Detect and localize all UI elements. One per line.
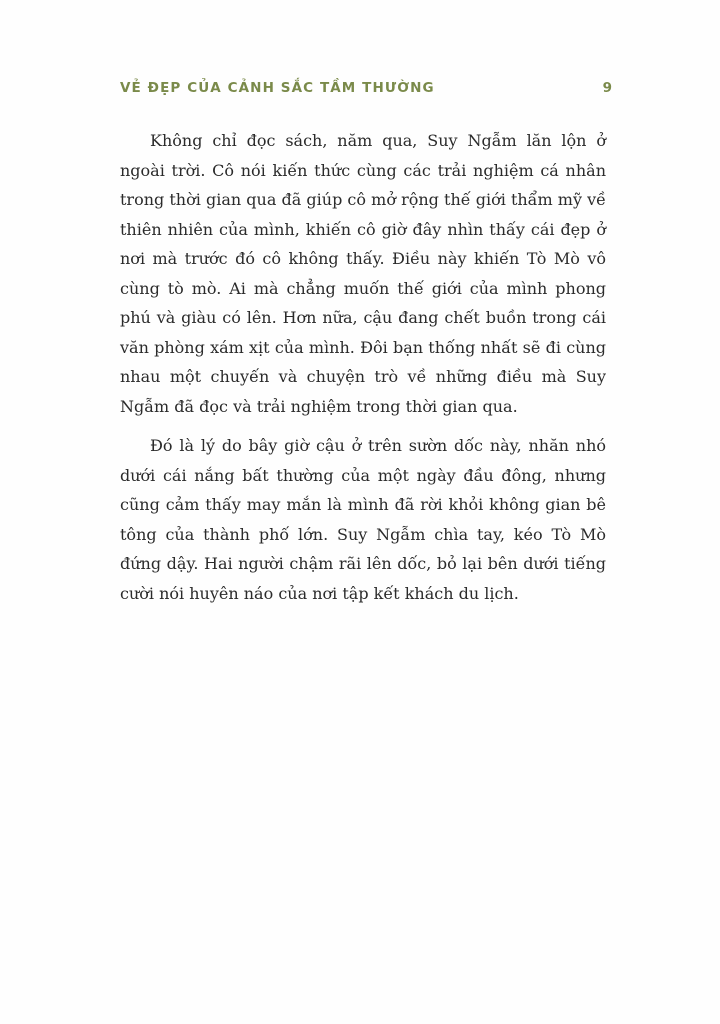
running-header — [120, 80, 612, 100]
paragraph-2: Đó là lý do bây giờ cậu ở trên sườn dốc này, nhăn nhó dưới cái nắng bất thường của một ngày đầu đông, nhưng cũng cảm thấy may mắn là mình đã rời khỏi không gian bê tông của thành phố lớn. Suy Ngẫm chìa tay, kéo Tò Mò đứng dậy. Hai người chậm rãi lên dốc, bỏ lại bên dưới tiếng cười nói huyên náo của nơi tập kết khách du lịch. — [120, 436, 606, 603]
body-text — [120, 126, 606, 618]
page-number: 9 — [602, 80, 612, 96]
running-title: VẺ ĐẸP CỦA CẢNH SẮC TẦM THƯỜNG — [120, 80, 435, 96]
paragraph-1: Không chỉ đọc sách, năm qua, Suy Ngẫm lăn lộn ở ngoài trời. Cô nói kiến thức cùng các trải nghiệm cá nhân trong thời gian qua đã giúp cô mở rộng thế giới thẩm mỹ về thiên nhiên của mình, khiến cô giờ đây nhìn thấy cái đẹp ở nơi mà trước đó cô không thấy. Điều này khiến Tò Mò vô cùng tò mò. Ai mà chẳng muốn thế giới của mình phong phú và giàu có lên. Hơn nữa, cậu đang chết buồn trong cái văn phòng xám xịt của mình. Đôi bạn thống nhất sẽ đi cùng nhau một chuyến và chuyện trò về những điều mà Suy Ngẫm đã đọc và trải nghiệm trong thời gian qua. — [120, 131, 606, 416]
